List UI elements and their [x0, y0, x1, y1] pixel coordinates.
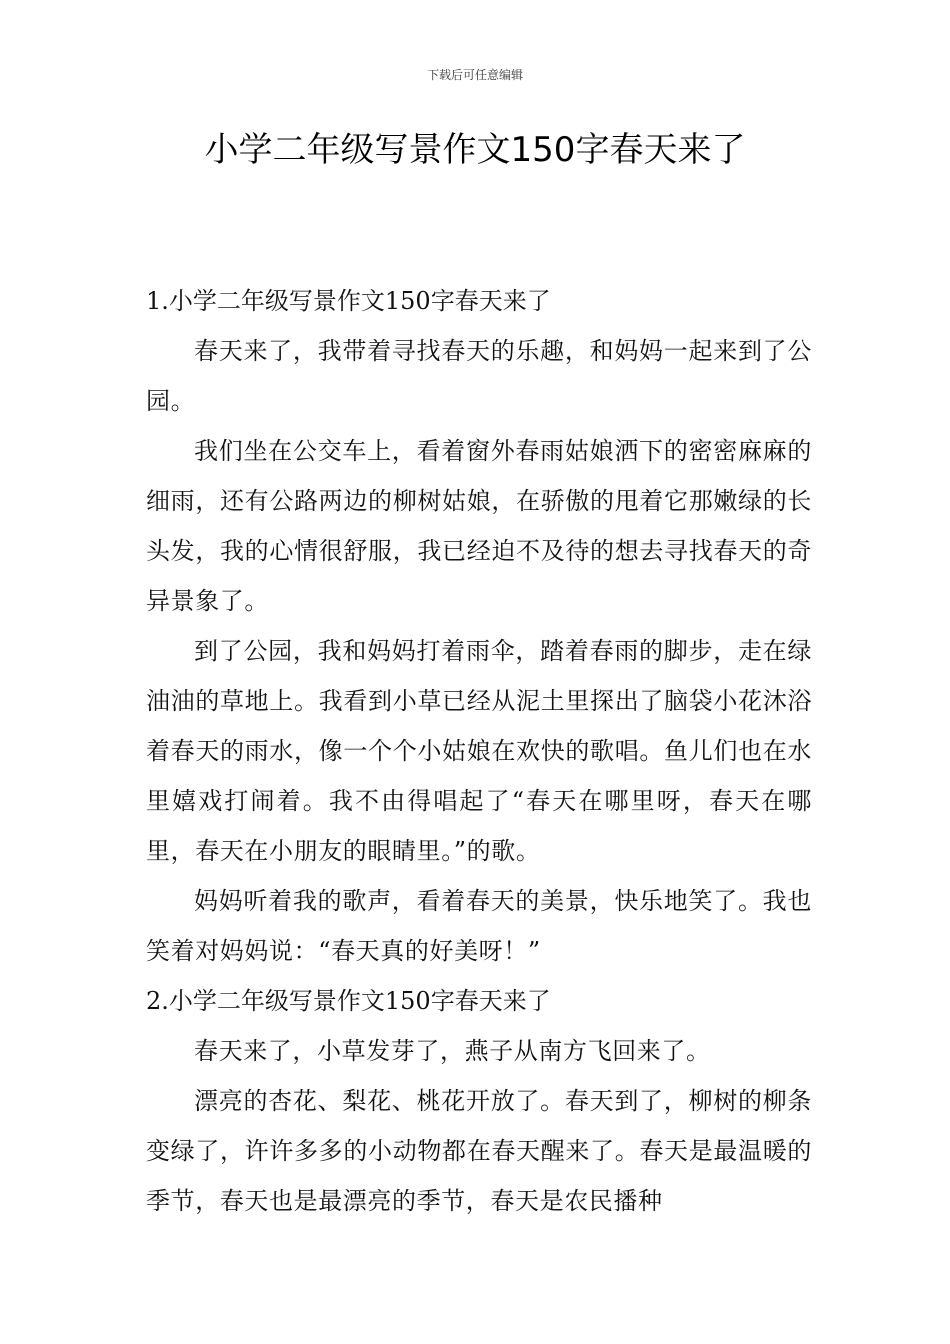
section-heading: 2.小学二年级写景作文150字春天来了 [146, 987, 551, 1015]
paragraph: 到了公园，我和妈妈打着雨伞，踏着春雨的脚步，走在绿油油的草地上。我看到小草已经从泥土里探出了脑袋小花沐浴着春天的雨水，像一个个小姑娘在欢快的歌唱。鱼儿们也在水里嬉戏打闹着。我不由得唱起了“春天在哪里呀，春天在哪里，春天在小朋友的眼睛里。”的歌。 [146, 637, 812, 865]
section-heading: 1.小学二年级写景作文150字春天来了 [146, 287, 551, 315]
essay-section-1 [146, 276, 812, 976]
document-body [146, 276, 812, 1226]
paragraph: 我们坐在公交车上，看着窗外春雨姑娘洒下的密密麻麻的细雨，还有公路两边的柳树姑娘，在骄傲的甩着它那嫩绿的长头发，我的心情很舒服，我已经迫不及待的想去寻找春天的奇异景象了。 [146, 437, 812, 615]
paragraph: 春天来了，我带着寻找春天的乐趣，和妈妈一起来到了公园。 [146, 337, 812, 415]
paragraph: 春天来了，小草发芽了，燕子从南方飞回来了。 [194, 1037, 711, 1065]
essay-section-2 [146, 976, 812, 1226]
header-note: 下载后可任意编辑 [426, 68, 523, 82]
paragraph: 漂亮的杏花、梨花、桃花开放了。春天到了，柳树的柳条变绿了，许许多多的小动物都在春天醒来了。春天是最温暖的季节，春天也是最漂亮的季节，春天是农民播种 [146, 1087, 812, 1215]
document-title: 小学二年级写景作文150字春天来了 [204, 130, 746, 170]
paragraph: 妈妈听着我的歌声，看着春天的美景，快乐地笑了。我也笑着对妈妈说：“春天真的好美呀！” [146, 887, 812, 965]
